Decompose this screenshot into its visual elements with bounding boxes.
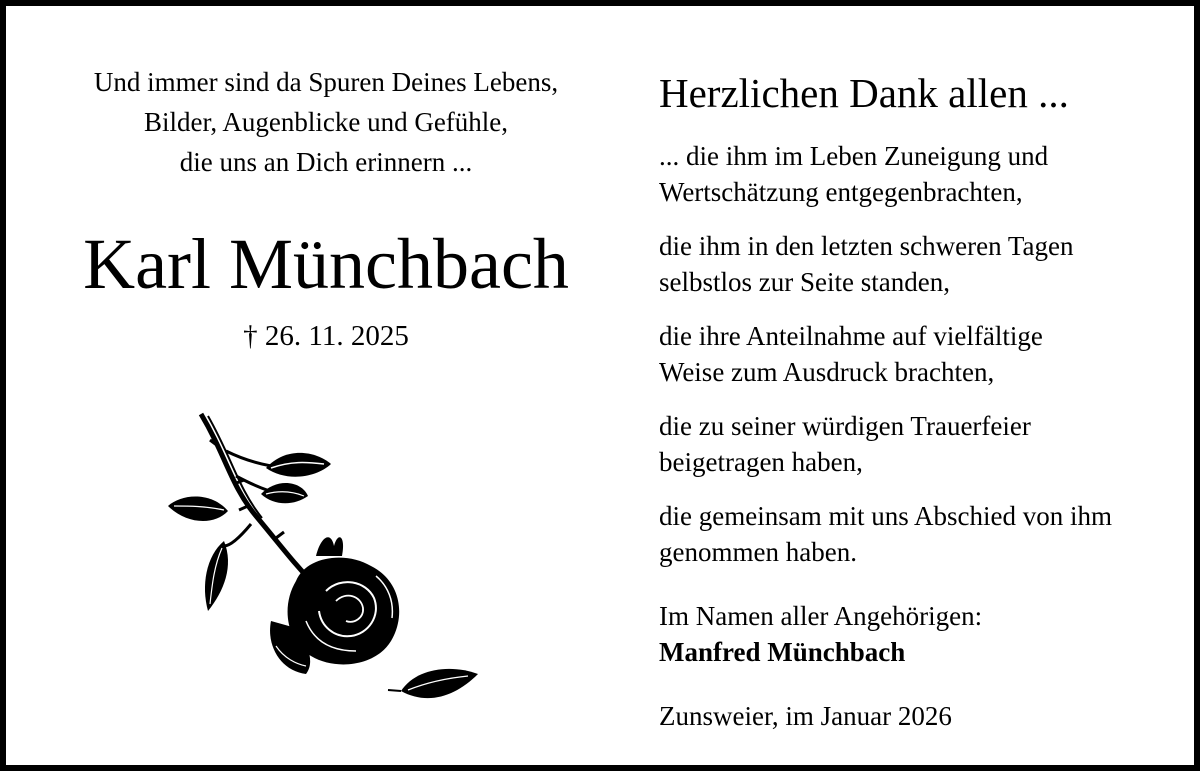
paragraph-line: Weise zum Ausdruck brachten, <box>659 357 995 387</box>
signature-intro: Im Namen aller Angehörigen: <box>659 601 983 631</box>
poem-line: Bilder, Augenblicke und Gefühle, <box>143 107 509 137</box>
poem-line: die uns an Dich erinnern ... <box>179 147 473 177</box>
poem-line: Und immer sind da Spuren Deines Lebens, <box>93 67 559 97</box>
paragraph-line: die ihre Anteilnahme auf vielfältige <box>659 321 1043 351</box>
paragraph-line: ... die ihm im Leben Zuneigung und <box>659 141 1049 171</box>
paragraph-line: Wertschätzung entgegenbrachten, <box>659 177 1023 207</box>
thanks-heading: Herzlichen Dank allen ... <box>659 70 1069 116</box>
thanks-paragraph <box>659 498 1179 570</box>
rose-illustration <box>156 406 496 716</box>
thanks-paragraph <box>659 408 1179 480</box>
signer-name: Manfred Münchbach <box>659 637 906 667</box>
memorial-poem <box>46 62 606 182</box>
place-date: Zunsweier, im Januar 2026 <box>659 701 952 731</box>
paragraph-line: genommen haben. <box>659 537 857 567</box>
thanks-paragraph <box>659 138 1179 210</box>
left-column <box>46 62 606 352</box>
paragraph-line: selbstlos zur Seite standen, <box>659 267 950 297</box>
paragraph-line: die zu seiner würdigen Trauerfeier <box>659 411 1031 441</box>
paragraph-line: beigetragen haben, <box>659 447 863 477</box>
paragraph-line: die gemeinsam mit uns Abschied von ihm <box>659 501 1112 531</box>
deceased-name: Karl Münchbach <box>83 224 569 304</box>
thanks-paragraph <box>659 318 1179 390</box>
thanks-paragraph <box>659 228 1179 300</box>
right-column <box>659 68 1179 734</box>
signature-block <box>659 598 1179 670</box>
paragraph-line: die ihm in den letzten schweren Tagen <box>659 231 1074 261</box>
death-date: † 26. 11. 2025 <box>243 320 409 352</box>
